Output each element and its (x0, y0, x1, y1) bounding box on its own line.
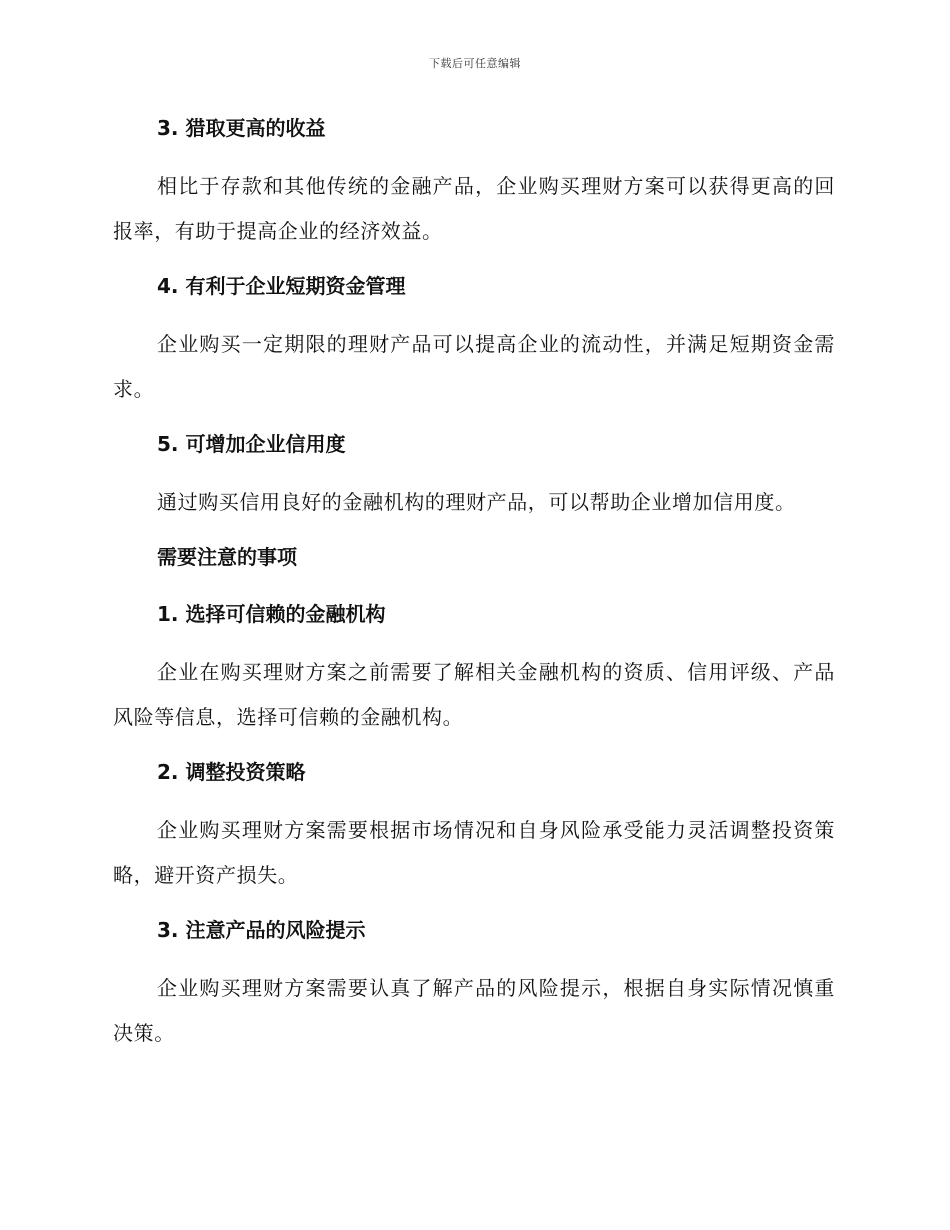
document-body (113, 110, 835, 1056)
section-heading: 3. 猎取更高的收益 (157, 116, 326, 140)
section-paragraph: 企业购买理财方案需要认真了解产品的风险提示，根据自身实际情况慎重决策。 (113, 976, 835, 1045)
section-heading: 需要注意的事项 (157, 545, 297, 569)
section-heading: 2. 调整投资策略 (157, 760, 306, 784)
section-paragraph: 企业购买理财方案需要根据市场情况和自身风险承受能力灵活调整投资策略，避开资产损失。 (113, 818, 835, 887)
section-heading: 1. 选择可信赖的金融机构 (157, 602, 386, 626)
section-paragraph: 企业在购买理财方案之前需要了解相关金融机构的资质、信用评级、产品风险等信息，选择可信赖的金融机构。 (113, 660, 835, 729)
page-header: 下载后可任意编辑 (429, 57, 521, 70)
section-heading: 3. 注意产品的风险提示 (157, 918, 366, 942)
section-heading: 5. 可增加企业信用度 (157, 432, 346, 456)
section-paragraph: 相比于存款和其他传统的金融产品，企业购买理财方案可以获得更高的回报率，有助于提高企业的经济效益。 (113, 174, 835, 243)
section-heading: 4. 有利于企业短期资金管理 (157, 274, 406, 298)
section-paragraph: 通过购买信用良好的金融机构的理财产品，可以帮助企业增加信用度。 (157, 490, 796, 514)
section-paragraph: 企业购买一定期限的理财产品可以提高企业的流动性，并满足短期资金需求。 (113, 332, 835, 401)
